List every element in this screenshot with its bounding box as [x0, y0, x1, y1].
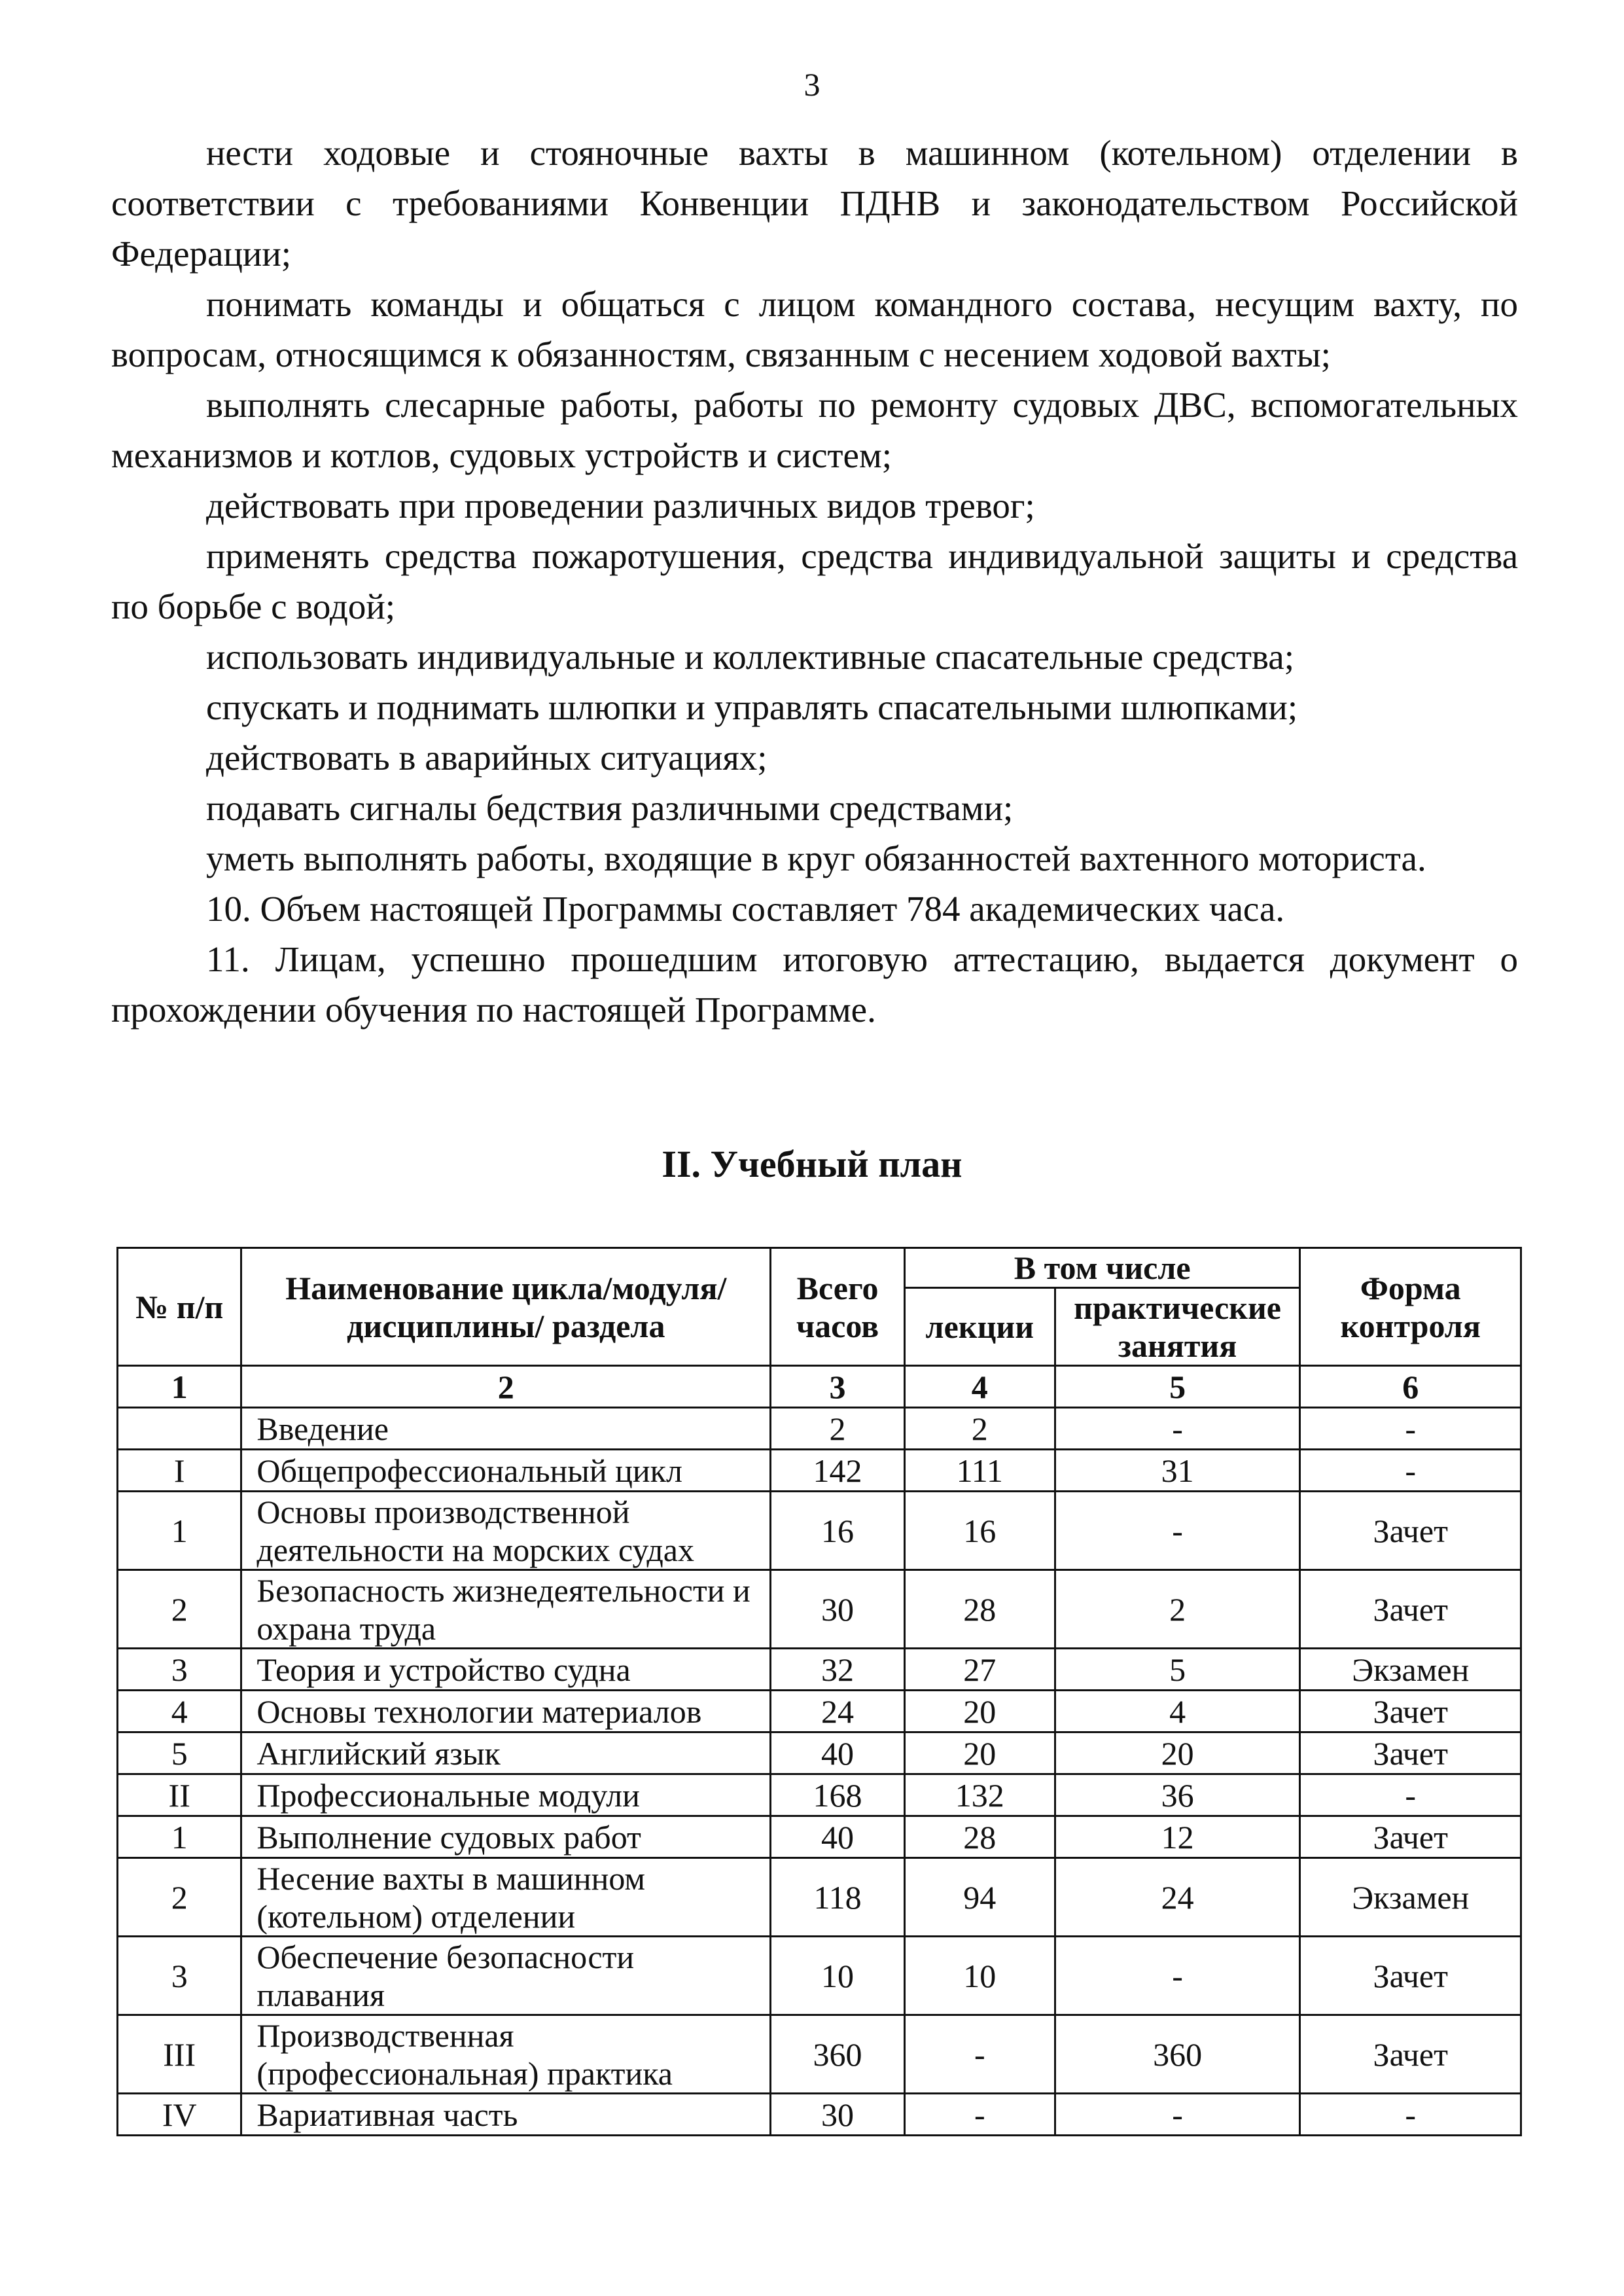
header-including: В том числе — [904, 1248, 1300, 1288]
cell-num: IV — [118, 2094, 241, 2136]
table-row — [118, 1732, 1521, 1774]
cell-lectures: 28 — [904, 1570, 1055, 1649]
table-row — [118, 1492, 1521, 1570]
section-title: II. Учебный план — [662, 1143, 962, 1185]
cell-lectures: 16 — [904, 1492, 1055, 1570]
paragraph: 10. Объем настоящей Программы составляет 784 академических часа. — [206, 889, 1285, 929]
column-number: 4 — [904, 1366, 1055, 1408]
cell-num: 4 — [118, 1691, 241, 1732]
cell-total: 40 — [771, 1732, 905, 1774]
cell-practice: - — [1055, 1937, 1300, 2015]
cell-name: Обеспечение безопасности плавания — [241, 1937, 771, 2015]
paragraph: 11. Лицам, успешно прошедшим итоговую аттестацию, выдается документ о прохождении обучения по настоящей Программе. — [111, 939, 1518, 1030]
cell-num: 1 — [118, 1492, 241, 1570]
cell-name: Несение вахты в машинном (котельном) отделении — [241, 1858, 771, 1937]
cell-num: 2 — [118, 1570, 241, 1649]
cell-control: - — [1300, 1774, 1521, 1816]
table-row — [118, 2094, 1521, 2136]
body-text — [111, 128, 1518, 1035]
cell-num: 3 — [118, 1649, 241, 1691]
cell-name: Введение — [241, 1408, 771, 1450]
cell-control: - — [1300, 1408, 1521, 1450]
cell-num — [118, 1408, 241, 1450]
table-row — [118, 1570, 1521, 1649]
cell-lectures: 20 — [904, 1732, 1055, 1774]
table-row — [118, 2015, 1521, 2094]
cell-control: Экзамен — [1300, 1649, 1521, 1691]
cell-total: 30 — [771, 1570, 905, 1649]
cell-total: 142 — [771, 1450, 905, 1492]
cell-practice: - — [1055, 2094, 1300, 2136]
table-row — [118, 1774, 1521, 1816]
cell-name: Производственная (профессиональная) практика — [241, 2015, 771, 2094]
cell-control: Зачет — [1300, 2015, 1521, 2094]
cell-lectures: 20 — [904, 1691, 1055, 1732]
cell-practice: 20 — [1055, 1732, 1300, 1774]
cell-lectures: 94 — [904, 1858, 1055, 1937]
cell-name: Основы производственной деятельности на морских судах — [241, 1492, 771, 1570]
header-num: № п/п — [118, 1248, 241, 1366]
cell-total: 24 — [771, 1691, 905, 1732]
cell-lectures: 28 — [904, 1816, 1055, 1858]
cell-num: I — [118, 1450, 241, 1492]
header-lectures: лекции — [904, 1288, 1055, 1366]
column-number: 6 — [1300, 1366, 1521, 1408]
table-row — [118, 1649, 1521, 1691]
cell-lectures: 10 — [904, 1937, 1055, 2015]
cell-name: Безопасность жизнедеятельности и охрана труда — [241, 1570, 771, 1649]
cell-num: II — [118, 1774, 241, 1816]
column-number: 1 — [118, 1366, 241, 1408]
curriculum-table — [116, 1247, 1522, 2136]
header-control-form: Форма контроля — [1300, 1248, 1521, 1366]
cell-control: Экзамен — [1300, 1858, 1521, 1937]
cell-control: - — [1300, 1450, 1521, 1492]
cell-name: Вариативная часть — [241, 2094, 771, 2136]
cell-num: 1 — [118, 1816, 241, 1858]
cell-practice: 24 — [1055, 1858, 1300, 1937]
cell-total: 16 — [771, 1492, 905, 1570]
cell-lectures: 111 — [904, 1450, 1055, 1492]
paragraph: действовать при проведении различных видов тревог; — [206, 486, 1035, 526]
paragraph: выполнять слесарные работы, работы по ремонту судовых ДВС, вспомогательных механизмов и котлов, судовых устройств и систем; — [111, 385, 1518, 475]
paragraph: спускать и поднимать шлюпки и управлять спасательными шлюпками; — [206, 687, 1298, 727]
cell-name: Английский язык — [241, 1732, 771, 1774]
cell-total: 118 — [771, 1858, 905, 1937]
cell-lectures: 132 — [904, 1774, 1055, 1816]
cell-practice: 2 — [1055, 1570, 1300, 1649]
cell-practice: - — [1055, 1492, 1300, 1570]
cell-practice: 31 — [1055, 1450, 1300, 1492]
cell-practice: 5 — [1055, 1649, 1300, 1691]
cell-num: III — [118, 2015, 241, 2094]
cell-lectures: 2 — [904, 1408, 1055, 1450]
cell-lectures: - — [904, 2015, 1055, 2094]
cell-practice: 36 — [1055, 1774, 1300, 1816]
cell-num: 5 — [118, 1732, 241, 1774]
cell-total: 30 — [771, 2094, 905, 2136]
page-number: 3 — [803, 66, 821, 103]
column-number-row — [118, 1366, 1521, 1408]
paragraph: понимать команды и общаться с лицом командного состава, несущим вахту, по вопросам, относящимся к обязанностям, связанным с несением ходовой вахты; — [111, 284, 1518, 374]
paragraph: подавать сигналы бедствия различными средствами; — [206, 788, 1014, 828]
table-row — [118, 1408, 1521, 1450]
cell-total: 360 — [771, 2015, 905, 2094]
table-row — [118, 1816, 1521, 1858]
cell-total: 168 — [771, 1774, 905, 1816]
cell-practice: 12 — [1055, 1816, 1300, 1858]
paragraph: действовать в аварийных ситуациях; — [206, 738, 768, 778]
cell-control: Зачет — [1300, 1732, 1521, 1774]
cell-lectures: 27 — [904, 1649, 1055, 1691]
cell-total: 40 — [771, 1816, 905, 1858]
cell-name: Основы технологии материалов — [241, 1691, 771, 1732]
paragraph: уметь выполнять работы, входящие в круг обязанностей вахтенного моториста. — [206, 838, 1426, 878]
cell-name: Теория и устройство судна — [241, 1649, 771, 1691]
cell-control: - — [1300, 2094, 1521, 2136]
cell-control: Зачет — [1300, 1492, 1521, 1570]
cell-control: Зачет — [1300, 1937, 1521, 2015]
cell-num: 2 — [118, 1858, 241, 1937]
cell-name: Общепрофессиональный цикл — [241, 1450, 771, 1492]
paragraph: использовать индивидуальные и коллективные спасательные средства; — [206, 637, 1294, 677]
header-total-hours: Всего часов — [771, 1248, 905, 1366]
paragraph: нести ходовые и стояночные вахты в машинном (котельном) отделении в соответствии с требованиями Конвенции ПДНВ и законодательством Российской Федерации; — [111, 133, 1518, 274]
cell-practice: 360 — [1055, 2015, 1300, 2094]
cell-name: Выполнение судовых работ — [241, 1816, 771, 1858]
cell-practice: - — [1055, 1408, 1300, 1450]
header-practice: практические занятия — [1055, 1288, 1300, 1366]
cell-practice: 4 — [1055, 1691, 1300, 1732]
column-number: 2 — [241, 1366, 771, 1408]
table-row — [118, 1691, 1521, 1732]
table-row — [118, 1858, 1521, 1937]
table-row — [118, 1937, 1521, 2015]
cell-name: Профессиональные модули — [241, 1774, 771, 1816]
table-row — [118, 1450, 1521, 1492]
cell-total: 10 — [771, 1937, 905, 2015]
paragraph: применять средства пожаротушения, средства индивидуальной защиты и средства по борьбе с водой; — [111, 536, 1518, 626]
column-number: 5 — [1055, 1366, 1300, 1408]
cell-num: 3 — [118, 1937, 241, 2015]
cell-control: Зачет — [1300, 1816, 1521, 1858]
cell-total: 32 — [771, 1649, 905, 1691]
cell-lectures: - — [904, 2094, 1055, 2136]
cell-control: Зачет — [1300, 1570, 1521, 1649]
cell-total: 2 — [771, 1408, 905, 1450]
column-number: 3 — [771, 1366, 905, 1408]
header-name: Наименование цикла/модуля/дисциплины/ раздела — [241, 1248, 771, 1366]
cell-control: Зачет — [1300, 1691, 1521, 1732]
